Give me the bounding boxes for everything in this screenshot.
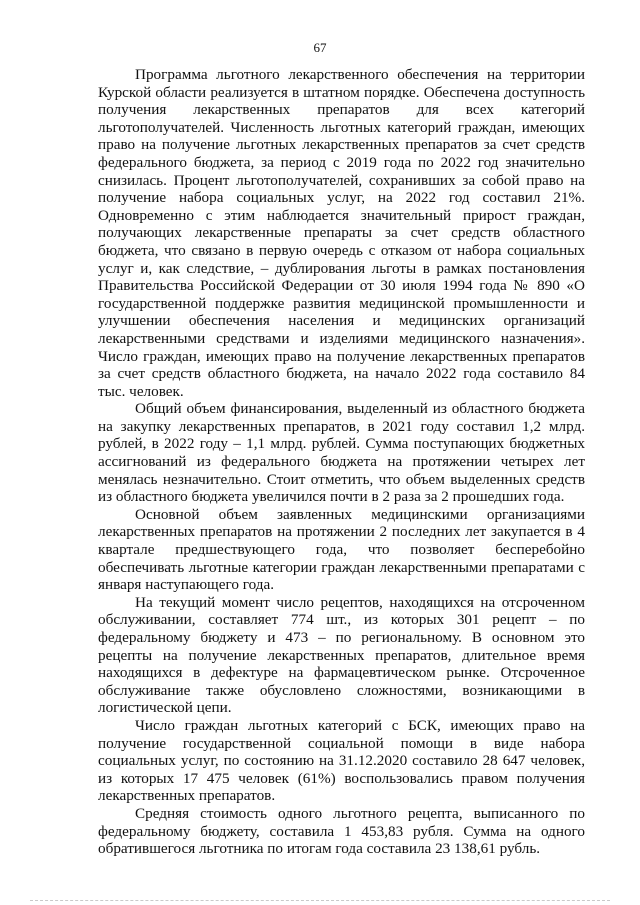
paragraph-deferred-prescriptions: На текущий момент число рецептов, находящихся на отсроченном обслуживании, составляет 774 шт., из которых 301 рецепт – по федеральному бюджету и 473 – по региональному. В основном это рецепты на получение лекарственных препаратов, длительное время находящихся в дефектуре на фармацевтическом рынке. Отсроченное обслуживание также обусловлено сложностями, возникающими в логистической цепи. bbox=[98, 593, 585, 717]
paragraph-average-prescription-cost: Средняя стоимость одного льготного рецепта, выписанного по федеральному бюджету, составила 1 453,83 рубля. Сумма на одного обратившегося льготника по итогам года составила 23 138,61 рубль. bbox=[98, 804, 585, 858]
document-body bbox=[98, 66, 585, 858]
page-number: 67 bbox=[313, 40, 327, 55]
paragraph-bsk-citizens: Число граждан льготных категорий с БСК, имеющих право на получение государственной социальной помощи в виде набора социальных услуг, по состоянию на 31.12.2020 составило 28 647 человек, из которых 17 475 человек (61%) воспользовались правом получения лекарственных препаратов. bbox=[98, 716, 585, 805]
paragraph-financing-volume: Общий объем финансирования, выделенный из областного бюджета на закупку лекарственных препаратов, в 2021 году составил 1,2 млрд. рублей, в 2022 году – 1,1 млрд. рублей. Сумма поступающих бюджетных ассигнований из федерального бюджета на протяжении четырех лет менялась незначительно. Стоит отметить, что объем выделенных средств из областного бюджета увеличился почти в 2 раза за 2 прошедших года. bbox=[98, 400, 585, 506]
paragraph-procurement-schedule: Основной объем заявленных медицинскими организациями лекарственных препаратов на протяжении 2 последних лет закупается в 4 квартале предшествующего года, что позволяет бесперебойно обеспечивать льготные категории граждан лекарственными препаратами с января наступающего года. bbox=[98, 505, 585, 594]
paragraph-drug-provision-program: Программа льготного лекарственного обеспечения на территории Курской области реализуется в штатном порядке. Обеспечена доступность получения лекарственных препаратов для всех категорий льготополучателей. Численность льготных категорий граждан, имеющих право на получение льготных лекарственных препаратов за счет средств федерального бюджета, за период с 2019 года по 2022 год значительно снизилась. Процент льготополучателей, сохранивших за собой право на получение набора социальных услуг, на 2022 год составил 21%. Одновременно с этим наблюдается значительный прирост граждан, получающих лекарственные препараты за счет средств областного бюджета, что связано в первую очередь с отказом от набора социальных услуг и, как следствие, – дублирования льготы в рамках постановления Правительства Российской Федерации от 30 июля 1994 года № 890 «О государственной поддержке развития медицинской промышленности и улучшении обеспечения населения и медицинских организаций лекарственными средствами и изделиями медицинского назначения». Число граждан, имеющих право на получение лекарственных препаратов за счет средств областного бюджета, на начало 2022 года составило 84 тыс. человек. bbox=[98, 66, 585, 400]
scan-edge-line bbox=[30, 900, 610, 901]
